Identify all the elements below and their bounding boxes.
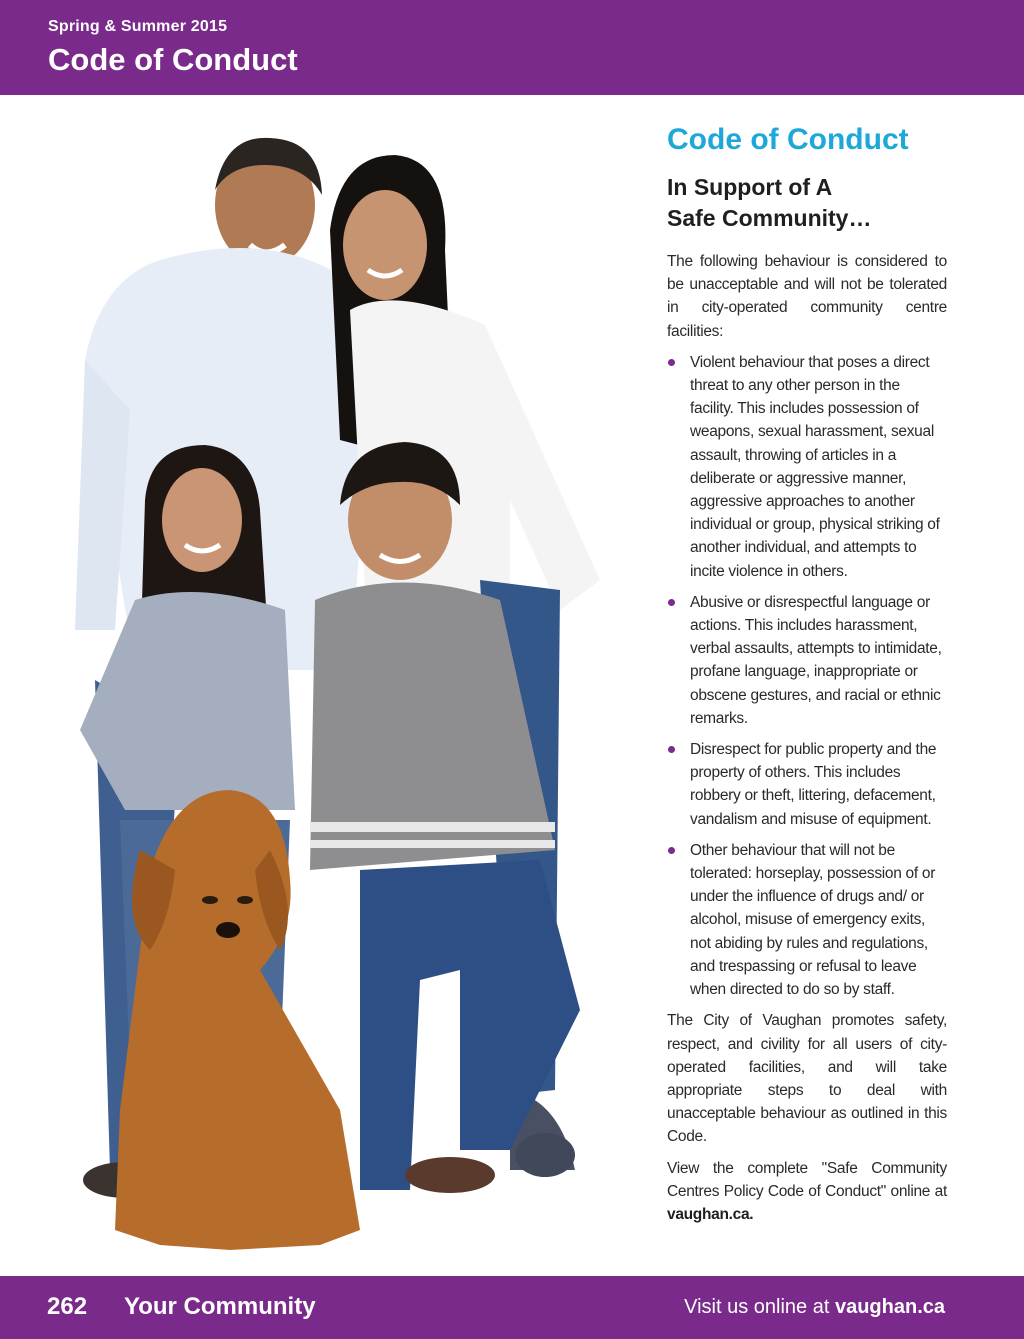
policy-link-prefix: View the complete "Safe Community Centres Policy Code of Conduct" online at <box>667 1159 947 1200</box>
code-of-conduct-article <box>667 118 947 1234</box>
bullet-icon <box>668 359 675 366</box>
list-item <box>667 351 947 583</box>
closing-paragraph: The City of Vaughan promotes safety, respect, and civility for all users of city-operated facilities, and will take appropriate steps to deal with unacceptable behaviour as outlined in this Code. <box>667 1012 947 1146</box>
section-name: Your Community <box>124 1293 316 1320</box>
bullet-icon <box>668 599 675 606</box>
website-link[interactable]: vaughan.ca <box>834 1296 945 1318</box>
policy-link-paragraph <box>667 1157 947 1227</box>
subtitle-line-1: In Support of A <box>667 174 833 200</box>
list-item <box>667 738 947 831</box>
list-item <box>667 591 947 730</box>
article-subtitle <box>667 172 947 234</box>
subtitle-line-2: Safe Community… <box>667 205 872 231</box>
page-footer <box>0 1276 1024 1339</box>
list-item-text: Other behaviour that will not be tolerated: horseplay, possession of or under the influence of drugs and/ or alcohol, misuse of emergency exits, not abiding by rules and regulations, and trespassing or refusal to leave when directed to do so by staff. <box>690 841 936 999</box>
bullet-icon <box>668 847 675 854</box>
header-title: Code of Conduct <box>48 42 298 77</box>
visit-online <box>684 1296 945 1319</box>
season-label: Spring & Summer 2015 <box>48 18 228 35</box>
bullet-icon <box>668 746 675 753</box>
intro-paragraph: The following behaviour is considered to be unacceptable and will not be tolerated in city-operated community centre facilities: <box>667 253 947 340</box>
list-item-text: Abusive or disrespectful language or actions. This includes harassment, verbal assaults, attempts to intimidate, profane language, inappropriate or obscene gestures, and racial or ethnic remarks. <box>690 593 942 727</box>
behaviour-list <box>667 351 947 1001</box>
family-with-dog-photo <box>40 110 640 1270</box>
list-item-text: Violent behaviour that poses a direct threat to any other person in the facility. This includes possession of weapons, sexual harassment, sexual assault, throwing of articles in a deliberate or aggressive manner, aggressive approaches to another individual or group, physical striking of another individual, and attempts to incite violence in others. <box>690 353 940 580</box>
policy-link[interactable]: vaughan.ca. <box>667 1205 754 1223</box>
list-item-text: Disrespect for public property and the property of others. This includes robbery or theft, littering, defacement, vandalism and misuse of equipment. <box>690 741 937 828</box>
page-header <box>0 0 1024 95</box>
page-number: 262 <box>47 1293 88 1320</box>
visit-prefix: Visit us online at <box>684 1296 835 1318</box>
list-item <box>667 839 947 1001</box>
article-title: Code of Conduct <box>667 123 909 156</box>
